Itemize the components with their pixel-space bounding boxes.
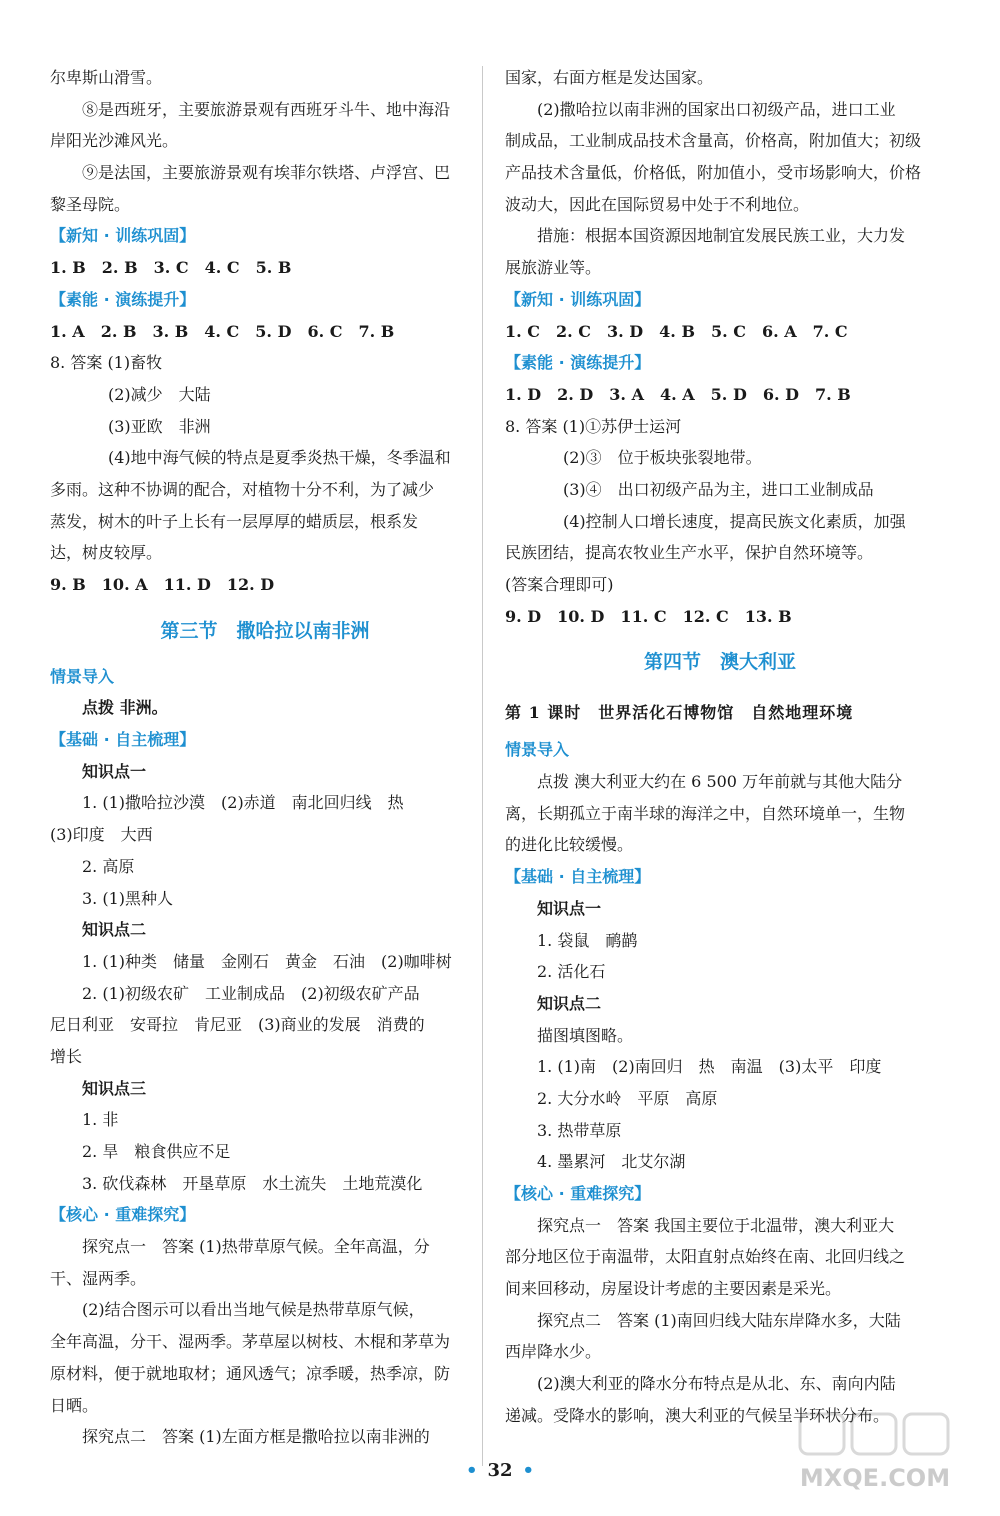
- answer-line: 原材料，便于就地取材；通风透气；凉季暖，热季凉，防: [50, 1363, 451, 1383]
- answer-line: 2. (1)初级农矿 工业制成品 (2)初级农矿产品: [82, 983, 420, 1003]
- text-line: 的进化比较缓慢。: [505, 835, 634, 855]
- answer-line: 3. 砍伐森林 开垦草原 水土流失 土地荒漠化: [82, 1173, 423, 1193]
- answer-line: 部分地区位于南温带，太阳直射点始终在南、北回归线之: [505, 1247, 906, 1267]
- answer-line: 描图填图略。: [537, 1025, 634, 1045]
- answer-line: 多雨。这种不协调的配合，对植物十分不利，为了减少: [50, 479, 435, 499]
- section-heading: 【素能 · 演练提升】: [505, 353, 651, 373]
- knowledge-point: 知识点一: [82, 761, 147, 781]
- section-heading: 情景导入: [50, 666, 115, 686]
- answer-line: 8. 答案 (1)①苏伊士运河: [505, 416, 682, 436]
- answer-line: 1. 非: [82, 1110, 119, 1130]
- answer-line: 1. B 2. B 3. C 4. C 5. B: [50, 258, 292, 278]
- answer-line: (2)减少 大陆: [108, 384, 211, 404]
- answer-line: 2. 旱 粮食供应不足: [82, 1142, 231, 1161]
- answer-line: (2)撒哈拉以南非洲的国家出口初级产品，进口工业: [537, 99, 896, 119]
- answer-line: 探究点二 答案 (1)南回归线大陆东岸降水多，大陆: [537, 1310, 901, 1330]
- section-heading: 【素能 · 演练提升】: [50, 289, 196, 309]
- answer-line: (2)澳大利亚的降水分布特点是从北、东、南向内陆: [537, 1374, 896, 1394]
- answer-line: 1. D 2. D 3. A 4. A 5. D 6. D 7. B: [505, 384, 851, 404]
- text-line: 点拨 非洲。: [82, 698, 168, 718]
- answer-line: (答案合理即可): [505, 575, 614, 594]
- bullet-dot: •: [522, 1460, 535, 1481]
- knowledge-point: 知识点一: [537, 898, 602, 918]
- answer-line: 3. 热带草原: [537, 1120, 622, 1140]
- column-divider: [482, 66, 483, 1466]
- answer-line: 9. D 10. D 11. C 12. C 13. B: [505, 606, 792, 626]
- answer-line: 达，树皮较厚。: [50, 543, 163, 563]
- answer-line: (3)亚欧 非洲: [108, 416, 211, 436]
- answer-line: 全年高温，分干、湿两季。茅草屋以树枝、木棍和茅草为: [50, 1332, 451, 1352]
- answer-line: (4)控制人口增长速度，提高民族文化素质，加强: [563, 511, 906, 531]
- bullet-dot: •: [465, 1460, 478, 1481]
- text-line: 尔卑斯山滑雪。: [50, 68, 163, 87]
- answer-line: 增长: [50, 1046, 83, 1066]
- answer-line: (3)印度 大西: [50, 825, 153, 845]
- answer-line: 1. (1)撒哈拉沙漠 (2)赤道 南北回归线 热: [82, 793, 404, 813]
- answer-line: 1. 袋鼠 鸸鹋: [537, 930, 638, 950]
- answer-line: 8. 答案 (1)畜牧: [50, 353, 163, 373]
- left-column: [50, 62, 480, 1453]
- lesson-title: 第 1 课时 世界活化石博物馆 自然地理环境: [505, 703, 854, 723]
- watermark-logo: [780, 1408, 970, 1498]
- knowledge-point: 知识点三: [82, 1078, 147, 1098]
- section-heading: 【基础 · 自主梳理】: [505, 867, 651, 887]
- answer-line: 蒸发，树木的叶子上长有一层厚厚的蜡质层，根系发: [50, 511, 419, 531]
- right-column: [505, 62, 935, 1432]
- section-heading: 【核心 · 重难探究】: [50, 1205, 196, 1225]
- text-line: 岸阳光沙滩风光。: [50, 131, 179, 151]
- text-line: ⑧是西班牙，主要旅游景观有西班牙斗牛、地中海沿: [82, 99, 451, 119]
- knowledge-point: 知识点二: [537, 993, 602, 1013]
- knowledge-point: 知识点二: [82, 920, 147, 940]
- answer-line: 探究点一 答案 (1)热带草原气候。全年高温，分: [82, 1237, 430, 1257]
- answer-line: 探究点一 答案 我国主要位于北温带，澳大利亚大: [537, 1215, 895, 1235]
- text-line: ⑨是法国，主要旅游景观有埃菲尔铁塔、卢浮宫、巴: [82, 163, 451, 183]
- section-title: 第四节 澳大利亚: [643, 651, 796, 674]
- answer-line: 探究点二 答案 (1)左面方框是撒哈拉以南非洲的: [82, 1427, 430, 1447]
- answer-line: 1. (1)种类 储量 金刚石 黄金 石油 (2)咖啡树: [82, 951, 452, 971]
- answer-line: 间来回移动，房屋设计考虑的主要因素是采光。: [505, 1279, 842, 1299]
- answer-line: 2. 大分水岭 平原 高原: [537, 1088, 718, 1108]
- answer-line: 尼日利亚 安哥拉 肯尼亚 (3)商业的发展 消费的: [50, 1015, 425, 1035]
- text-line: 离，长期孤立于南半球的海洋之中，自然环境单一，生物: [505, 803, 906, 823]
- answer-line: 4. 墨累河 北艾尔湖: [537, 1152, 686, 1172]
- answer-line: 措施：根据本国资源因地制宜发展民族工业，大力发: [537, 226, 906, 246]
- answer-line: 产品技术含量低，价格低，附加值小，受市场影响大，价格: [505, 163, 922, 183]
- section-heading: 【基础 · 自主梳理】: [50, 730, 196, 750]
- answer-line: 波动大，因此在国际贸易中处于不利地位。: [505, 194, 810, 214]
- answer-line: 干、湿两季。: [50, 1268, 147, 1288]
- answer-line: (3)④ 出口初级产品为主，进口工业制成品: [563, 479, 874, 499]
- answer-line: 3. (1)黑种人: [82, 888, 174, 908]
- answer-line: (2)结合图示可以看出当地气候是热带草原气候，: [82, 1300, 425, 1320]
- answer-line: 1. A 2. B 3. B 4. C 5. D 6. C 7. B: [50, 321, 395, 341]
- answer-line: 展旅游业等。: [505, 258, 602, 278]
- answer-line: 2. 活化石: [537, 962, 606, 982]
- section-heading: 【新知 · 训练巩固】: [50, 226, 196, 246]
- answer-line: 9. B 10. A 11. D 12. D: [50, 575, 275, 594]
- section-title: 第三节 撒哈拉以南非洲: [160, 619, 370, 642]
- answer-line: 2. 高原: [82, 856, 135, 876]
- section-heading: 【新知 · 训练巩固】: [505, 289, 651, 309]
- section-heading: 【核心 · 重难探究】: [505, 1184, 651, 1203]
- section-heading: 情景导入: [505, 740, 570, 760]
- answer-line: (4)地中海气候的特点是夏季炎热干燥，冬季温和: [108, 448, 451, 468]
- answer-line: 民族团结，提高农牧业生产水平，保护自然环境等。: [505, 543, 874, 563]
- answer-line: 制成品，工业制成品技术含量高，价格高，附加值大；初级: [505, 131, 922, 151]
- watermark-text: MXQE.COM: [799, 1464, 951, 1492]
- answer-line: 递减。受降水的影响，澳大利亚的气候呈半环状分布。: [505, 1405, 890, 1425]
- text-line: 黎圣母院。: [50, 194, 131, 214]
- text-line: 点拨 澳大利亚大约在 6 500 万年前就与其他大陆分: [537, 772, 903, 792]
- page-number-value: 32: [487, 1460, 513, 1481]
- answer-line: (2)③ 位于板块张裂地带。: [563, 448, 762, 468]
- answer-line: 日晒。: [50, 1395, 99, 1415]
- answer-line: 西岸降水少。: [505, 1342, 602, 1362]
- answer-line: 1. C 2. C 3. D 4. B 5. C 6. A 7. C: [505, 321, 848, 341]
- answer-line: 国家，右面方框是发达国家。: [505, 68, 714, 87]
- answer-line: 1. (1)南 (2)南回归 热 南温 (3)太平 印度: [537, 1057, 882, 1077]
